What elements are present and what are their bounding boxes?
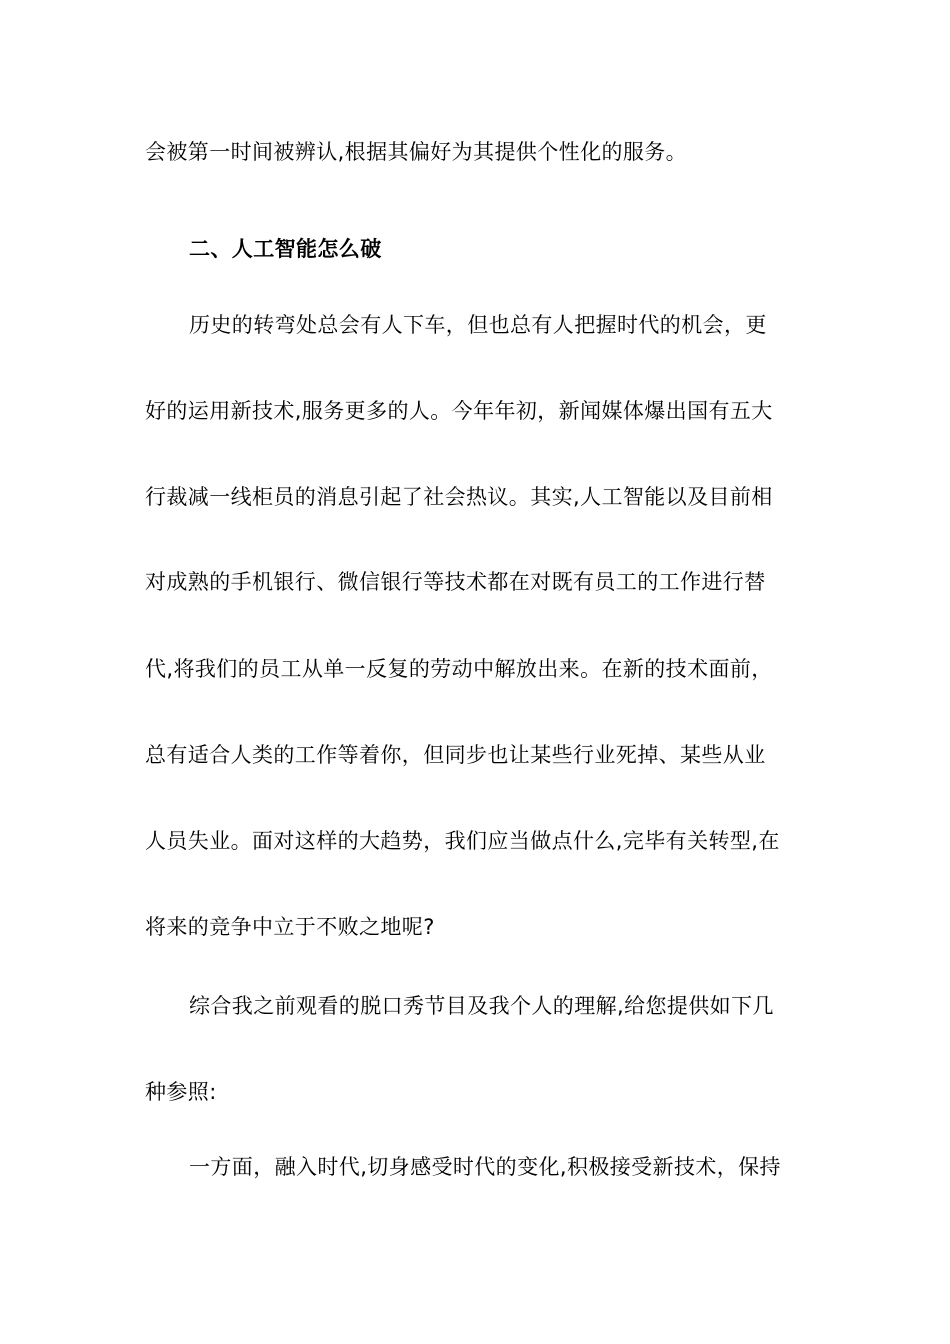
paragraph-line: 对成熟的手机银行、微信银行等技术都在对既有员工的工作进行替 [145,570,766,594]
paragraph-line: 历史的转弯处总会有人下车，但也总有人把握时代的机会，更 [189,313,767,337]
paragraph-line: 种参照: [145,1080,217,1104]
paragraph-line: 总有适合人类的工作等着你，但同步也让某些行业死掉、某些从业 [145,743,766,767]
paragraph-line: 行裁减一线柜员的消息引起了社会热议。其实,人工智能以及目前相 [145,485,773,509]
paragraph-line: 综合我之前观看的脱口秀节目及我个人的理解,给您提供如下几 [189,994,774,1018]
section-heading: 二、人工智能怎么破 [189,237,382,261]
paragraph-line: 代,将我们的员工从单一反复的劳动中解放出来。在新的技术面前， [145,657,773,681]
paragraph-line: 一方面，融入时代,切身感受时代的变化,积极接受新技术，保持 [189,1155,781,1179]
paragraph-line: 好的运用新技术,服务更多的人。今年年初，新闻媒体爆出国有五大 [145,399,773,423]
paragraph-line: 人员失业。面对这样的大趋势，我们应当做点什么,完毕有关转型,在 [145,829,780,853]
paragraph-line: 将来的竞争中立于不败之地呢? [145,915,435,939]
paragraph-line: 会被第一时间被辨认,根据其偏好为其提供个性化的服务。 [145,140,688,164]
